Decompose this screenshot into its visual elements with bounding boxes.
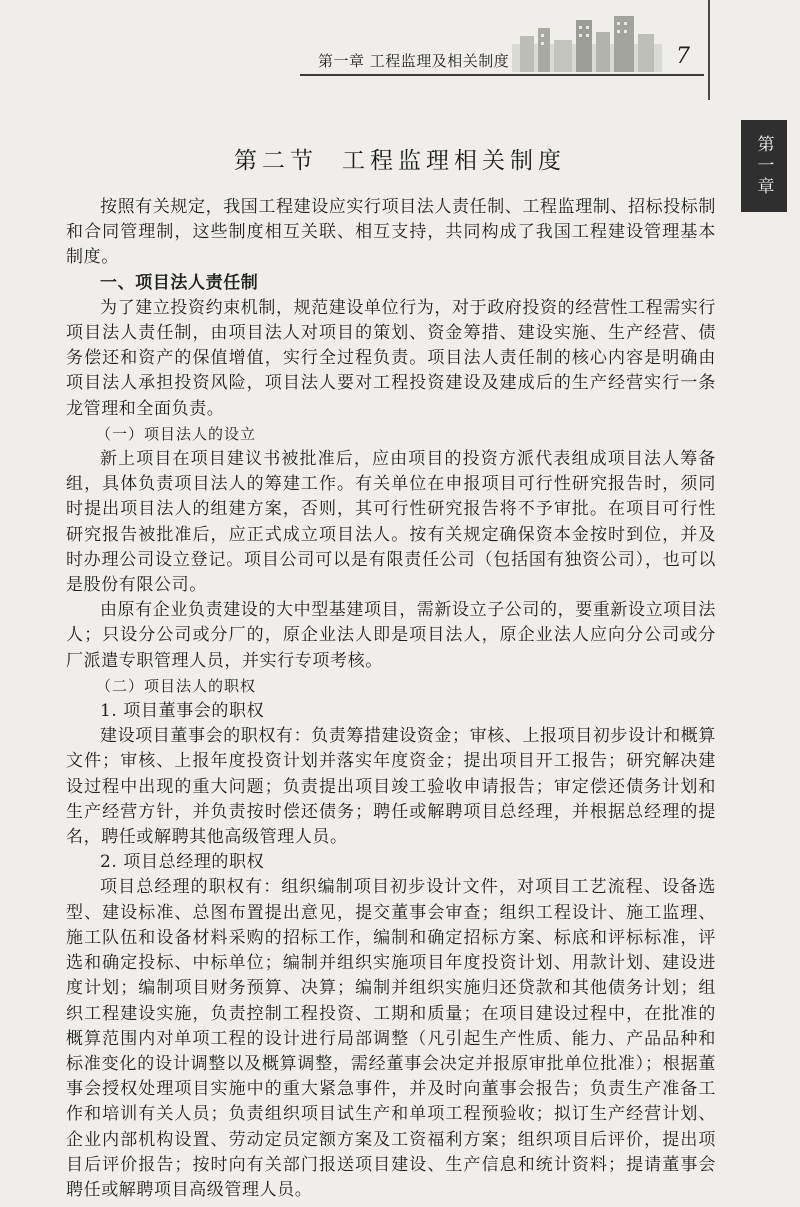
- paragraph: 为了建立投资约束机制，规范建设单位行为，对于政府投资的经营性工程需实行项目法人责任制，由项目法人对项目的策划、资金筹措、建设实施、生产经营、债务偿还和资产的保值增值，实行全过程负责。项目法人责任制的核心内容是明确由项目法人承担投资风险，项目法人要对工程投资建设及建成后的生产经营实行一条龙管理和全面负责。: [66, 297, 716, 419]
- subheading-establishment: （一）项目法人的设立: [96, 424, 257, 443]
- paragraph: 新上项目在项目建议书被批准后，应由项目的投资方派代表组成项目法人筹备组，具体负责项目法人的筹建工作。有关单位在申报项目可行性研究报告时，须同时提出项目法人的组建方案，否则，其可行性研究报告将不予审批。在项目可行性研究报告被批准后，应正式成立项目法人。按有关规定确保资本金按时到位，并及时办理公司设立登记。项目公司可以是有限责任公司（包括国有独资公司），也可以是股份有限公司。: [66, 449, 716, 596]
- subheading-general-manager-authority: 2. 项目总经理的职权: [100, 852, 265, 873]
- section-title: [0, 142, 800, 175]
- header-rule: [300, 74, 704, 76]
- running-header-chapter: 第一章 工程监理及相关制度: [318, 52, 510, 70]
- paragraph: 由原有企业负责建设的大中型基建项目，需新设立子公司的，要重新设立项目法人；只设分公司或分厂的，原企业法人即是项目法人，原企业法人应向分公司或分厂派遣专职管理人员，并实行专项考核。: [66, 600, 716, 671]
- intro-paragraph: 按照有关规定，我国工程建设应实行项目法人责任制、工程监理制、招标投标制和合同管理制，这些制度相互关联、相互支持，共同构成了我国工程建设管理基本制度。: [66, 197, 716, 268]
- page-number: 7: [676, 44, 690, 69]
- subheading-authority: （二）项目法人的职权: [96, 676, 257, 695]
- section-name: 工程监理相关制度: [342, 148, 566, 174]
- subheading-board-authority: 1. 项目董事会的职权: [100, 701, 265, 722]
- header-building-illustration: [512, 14, 662, 72]
- heading-project-legal-person: 一、项目法人责任制: [100, 272, 259, 293]
- chapter-side-tab: 第一章: [741, 120, 787, 212]
- paragraph: 项目总经理的职权有：组织编制项目初步设计文件，对项目工艺流程、设备选型、建设标准、总图布置提出意见，提交董事会审查；组织工程设计、施工监理、施工队伍和设备材料采购的招标工作，编制和确定招标方案、标底和评标标准，评选和确定投标、中标单位；编制并组织实施项目年度投资计划、用款计划、建设进度计划；编制项目财务预算、决算；编制并组织实施归还贷款和其他债务计划；组织工程建设实施，负责控制工程投资、工期和质量；在项目建设过程中，在批准的概算范围内对单项工程的设计进行局部调整（凡引起生产性质、能力、产品品种和标准变化的设计调整以及概算调整，需经董事会决定并报原审批单位批准）；根据董事会授权处理项目实施中的重大紧急事件，并及时向董事会报告；负责生产准备工作和培训有关人员；负责组织项目试生产和单项工程预验收；拟订生产经营计划、企业内部机构设置、劳动定员定额方案及工资福利方案；组织项目后评价，提出项目后评价报告；按时向有关部门报送项目建设、生产信息和统计资料；提请董事会聘任或解聘项目高级管理人员。: [66, 877, 716, 1200]
- body-text: [66, 195, 716, 1203]
- paragraph: 建设项目董事会的职权有：负责筹措建设资金；审核、上报项目初步设计和概算文件；审核、上报年度投资计划并落实年度资金；提出项目开工报告；研究解决建设过程中出现的重大问题；负责提出项目竣工验收申请报告；审定偿还债务计划和生产经营方针，并负责按时偿还债务；聘任或解聘项目总经理，并根据总经理的提名，聘任或解聘其他高级管理人员。: [66, 726, 716, 848]
- section-number: 第二节: [234, 148, 318, 174]
- header-vertical-rule: [708, 0, 710, 100]
